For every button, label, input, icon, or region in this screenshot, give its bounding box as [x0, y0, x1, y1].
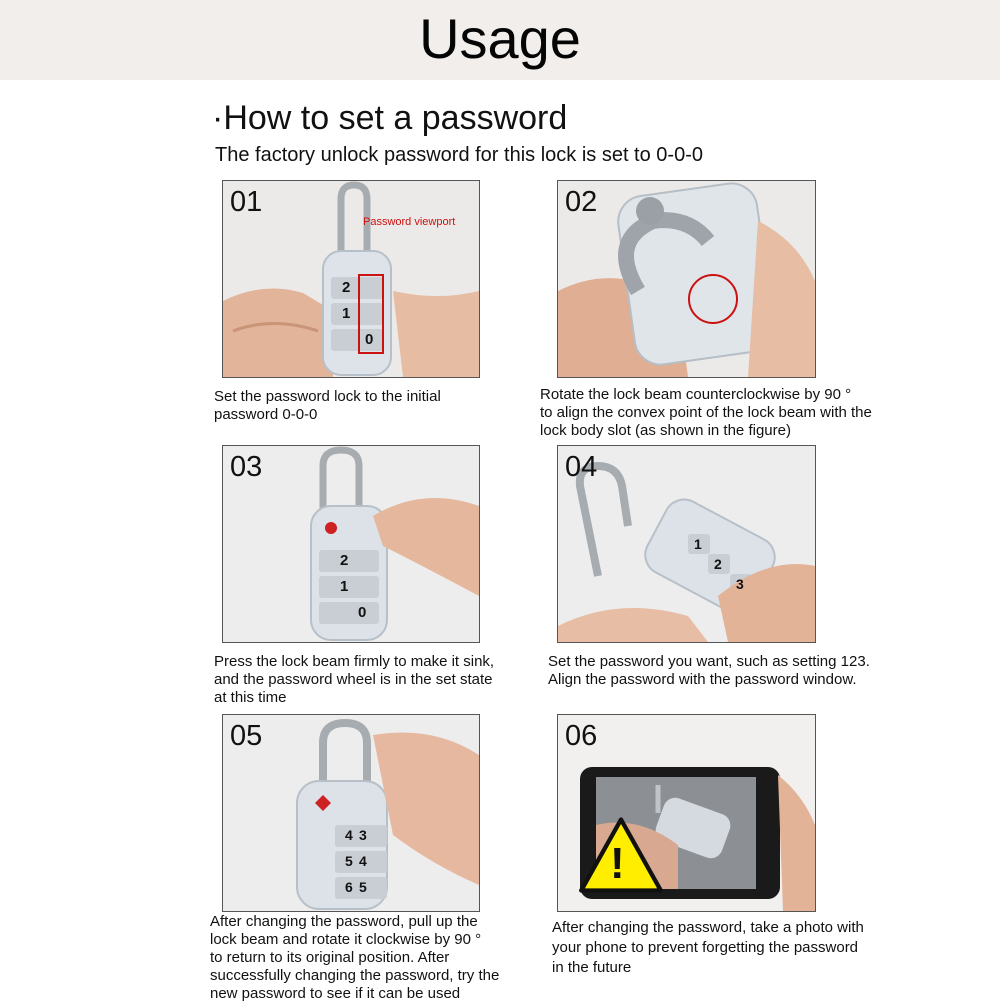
wheel-digit: 6 [345, 879, 353, 895]
wheel-digit: 3 [736, 576, 744, 592]
step-number: 04 [565, 451, 598, 483]
step-photo-05 [222, 714, 480, 912]
step-number: 03 [230, 451, 263, 483]
wheel-digit: 5 [345, 853, 353, 869]
wheel-digit: 1 [340, 578, 349, 595]
wheel-digit: 3 [359, 827, 367, 843]
step-caption-03: Press the lock beam firmly to make it sink, and the password wheel is in the set state at this time [214, 653, 495, 706]
step-caption-06: After changing the password, take a photo with your phone to prevent forgetting the password in the future [552, 919, 864, 976]
wheel-digit: 2 [342, 279, 351, 296]
wheel-digit: 0 [358, 604, 367, 621]
wheel-digit: 4 [345, 827, 353, 843]
password-viewport-callout: Password viewport [363, 216, 456, 228]
step-number: 01 [230, 186, 263, 218]
step-photo-02 [557, 180, 816, 378]
step-photo-03 [222, 445, 480, 643]
wheel-digit: 2 [714, 556, 722, 572]
section-title: ·How to set a password [212, 99, 568, 137]
step-caption-05: After changing the password, pull up the lock beam and rotate it clockwise by 90 ° to return to its original position. After successfully changing the password, try the new password to see if it can be used [210, 913, 500, 1002]
page-title: Usage [419, 7, 581, 70]
step-photo-01 [222, 180, 480, 378]
wheel-digit: 0 [365, 331, 374, 348]
wheel-digit: 1 [694, 536, 702, 552]
section-subtitle: The factory unlock password for this lock is set to 0-0-0 [215, 144, 703, 166]
warning-mark: ! [610, 839, 625, 888]
step-photo-06 [557, 714, 816, 912]
wheel-digit: 2 [340, 552, 349, 569]
wheel-digit: 1 [342, 305, 351, 322]
wheel-digit: 4 [359, 853, 367, 869]
wheel-digit: 5 [359, 879, 367, 895]
step-number: 02 [565, 186, 598, 218]
step-caption-02: Rotate the lock beam counterclockwise by 90 ° to align the convex point of the lock beam with the lock body slot (as shown in the figure) [540, 386, 872, 439]
step-caption-04: Set the password you want, such as setting 123. Align the password with the password window. [548, 653, 870, 688]
header-banner [0, 0, 1000, 80]
step-number: 06 [565, 720, 598, 752]
step-number: 05 [230, 720, 263, 752]
step-caption-01: Set the password lock to the initial password 0-0-0 [214, 388, 441, 423]
step-photo-04 [557, 445, 816, 643]
